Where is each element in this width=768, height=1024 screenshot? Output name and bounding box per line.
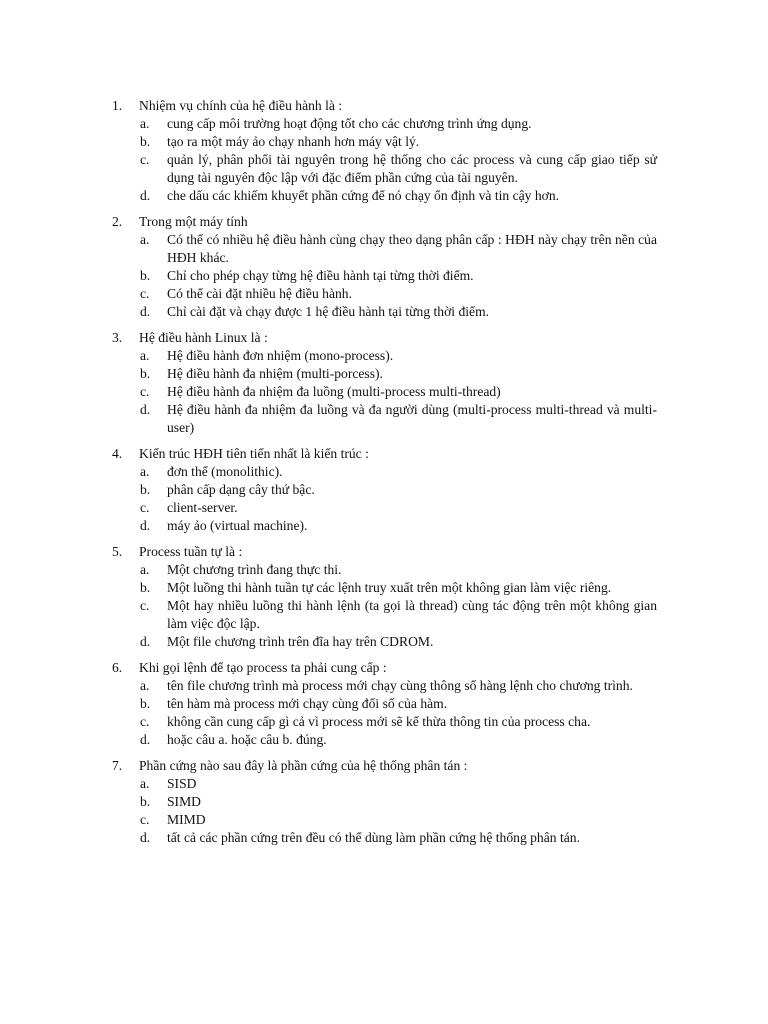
question-text: Phần cứng nào sau đây là phần cứng của hệ thống phân tán : <box>139 758 468 773</box>
answer-option <box>140 597 657 633</box>
question-heading <box>112 543 657 561</box>
option-letter: a. <box>140 116 150 131</box>
question-text: Khi gọi lệnh để tạo process ta phải cung cấp : <box>139 660 387 675</box>
option-letter: a. <box>140 678 150 693</box>
option-text: Hệ điều hành đa nhiệm (multi-porcess). <box>167 366 383 381</box>
option-list <box>140 775 657 847</box>
option-letter: b. <box>140 580 151 595</box>
option-letter: a. <box>140 348 150 363</box>
option-list <box>140 463 657 535</box>
answer-option <box>140 481 657 499</box>
option-text: tạo ra một máy ảo chạy nhanh hơn máy vật lý. <box>167 134 420 149</box>
option-text: Một hay nhiều luồng thi hành lệnh (ta gọi là thread) cùng tác động trên một không gian làm việc độc lập. <box>167 598 657 631</box>
question-6 <box>112 659 657 749</box>
question-number: 6. <box>112 660 123 675</box>
answer-option <box>140 713 657 731</box>
option-letter: c. <box>140 812 150 827</box>
question-7 <box>112 757 657 847</box>
question-3 <box>112 329 657 437</box>
option-text: đơn thể (monolithic). <box>167 464 283 479</box>
option-letter: d. <box>140 830 151 845</box>
answer-option <box>140 285 657 303</box>
option-text: phân cấp dạng cây thứ bậc. <box>167 482 315 497</box>
option-letter: a. <box>140 562 150 577</box>
question-number: 4. <box>112 446 123 461</box>
option-text: tất cả các phần cứng trên đều có thể dùng làm phần cứng hệ thống phân tán. <box>167 830 580 845</box>
option-text: tên hàm mà process mới chạy cùng đối số của hàm. <box>167 696 448 711</box>
option-letter: d. <box>140 188 151 203</box>
option-letter: a. <box>140 776 150 791</box>
answer-option <box>140 499 657 517</box>
option-text: SIMD <box>167 794 201 809</box>
question-list <box>112 97 657 855</box>
option-text: Một file chương trình trên đĩa hay trên CDROM. <box>167 634 434 649</box>
option-text: Chỉ cài đặt và chạy được 1 hệ điều hành tại từng thời điểm. <box>167 304 490 319</box>
answer-option <box>140 133 657 151</box>
question-5 <box>112 543 657 651</box>
option-letter: c. <box>140 714 150 729</box>
option-text: quản lý, phân phối tài nguyên trong hệ thống cho các process và cung cấp giao tiếp sử dụng tài nguyên độc lập với đặc điểm phần cứng của tài nguyên. <box>167 152 657 185</box>
answer-option <box>140 561 657 579</box>
option-letter: b. <box>140 268 151 283</box>
option-letter: d. <box>140 732 151 747</box>
question-1 <box>112 97 657 205</box>
option-text: hoặc câu a. hoặc câu b. đúng. <box>167 732 327 747</box>
question-text: Kiến trúc HĐH tiên tiến nhất là kiến trúc : <box>139 446 369 461</box>
option-letter: c. <box>140 152 150 167</box>
question-heading <box>112 213 657 231</box>
question-text: Process tuần tự là : <box>139 544 243 559</box>
option-text: Một chương trình đang thực thi. <box>167 562 342 577</box>
question-heading <box>112 757 657 775</box>
question-heading <box>112 659 657 677</box>
answer-option <box>140 267 657 285</box>
option-text: Chỉ cho phép chạy từng hệ điều hành tại từng thời điểm. <box>167 268 474 283</box>
answer-option <box>140 303 657 321</box>
option-letter: c. <box>140 384 150 399</box>
question-number: 7. <box>112 758 123 773</box>
option-letter: b. <box>140 794 151 809</box>
answer-option <box>140 731 657 749</box>
answer-option <box>140 517 657 535</box>
option-text: Hệ điều hành đơn nhiệm (mono-process). <box>167 348 394 363</box>
answer-option <box>140 811 657 829</box>
option-letter: c. <box>140 286 150 301</box>
answer-option <box>140 793 657 811</box>
answer-option <box>140 401 657 437</box>
option-letter: b. <box>140 366 151 381</box>
question-number: 1. <box>112 98 123 113</box>
question-heading <box>112 329 657 347</box>
answer-option <box>140 115 657 133</box>
option-letter: c. <box>140 598 150 613</box>
option-text: client-server. <box>167 500 238 515</box>
question-heading <box>112 97 657 115</box>
option-letter: d. <box>140 402 151 417</box>
question-number: 3. <box>112 330 123 345</box>
option-text: che dấu các khiếm khuyết phần cứng để nó chạy ổn định và tin cậy hơn. <box>167 188 560 203</box>
option-letter: d. <box>140 304 151 319</box>
option-text: Hệ điều hành đa nhiệm đa luồng (multi-process multi-thread) <box>167 384 501 399</box>
question-text: Nhiệm vụ chính của hệ điều hành là : <box>139 98 343 113</box>
question-heading <box>112 445 657 463</box>
answer-option <box>140 695 657 713</box>
answer-option <box>140 187 657 205</box>
answer-option <box>140 463 657 481</box>
option-letter: d. <box>140 518 151 533</box>
option-letter: d. <box>140 634 151 649</box>
question-4 <box>112 445 657 535</box>
question-2 <box>112 213 657 321</box>
option-text: MIMD <box>167 812 206 827</box>
question-text: Trong một máy tính <box>139 214 248 229</box>
option-list <box>140 677 657 749</box>
option-letter: a. <box>140 232 150 247</box>
question-number: 2. <box>112 214 123 229</box>
option-text: Có thể có nhiều hệ điều hành cùng chạy theo dạng phân cấp : HĐH này chạy trên nền của HĐH khác. <box>167 232 657 265</box>
option-text: không cần cung cấp gì cả vì process mới sẽ kế thừa thông tin của process cha. <box>167 714 591 729</box>
option-text: Hệ điều hành đa nhiệm đa luồng và đa người dùng (multi-process multi-thread và multi-user) <box>167 402 657 435</box>
option-list <box>140 561 657 651</box>
question-text: Hệ điều hành Linux là : <box>139 330 268 345</box>
answer-option <box>140 231 657 267</box>
question-number: 5. <box>112 544 123 559</box>
option-letter: c. <box>140 500 150 515</box>
option-text: cung cấp môi trường hoạt động tốt cho các chương trình ứng dụng. <box>167 116 532 131</box>
option-text: Một luồng thi hành tuần tự các lệnh truy xuất trên một không gian làm việc riêng. <box>167 580 612 595</box>
option-letter: a. <box>140 464 150 479</box>
answer-option <box>140 151 657 187</box>
answer-option <box>140 633 657 651</box>
answer-option <box>140 347 657 365</box>
option-letter: b. <box>140 696 151 711</box>
option-text: SISD <box>167 776 197 791</box>
answer-option <box>140 579 657 597</box>
answer-option <box>140 829 657 847</box>
answer-option <box>140 775 657 793</box>
option-letter: b. <box>140 482 151 497</box>
answer-option <box>140 365 657 383</box>
answer-option <box>140 677 657 695</box>
option-list <box>140 231 657 321</box>
option-letter: b. <box>140 134 151 149</box>
option-list <box>140 115 657 205</box>
answer-option <box>140 383 657 401</box>
option-text: Có thể cài đặt nhiều hệ điều hành. <box>167 286 352 301</box>
option-text: máy ảo (virtual machine). <box>167 518 308 533</box>
option-list <box>140 347 657 437</box>
option-text: tên file chương trình mà process mới chạy cùng thông số hàng lệnh cho chương trình. <box>167 678 633 693</box>
